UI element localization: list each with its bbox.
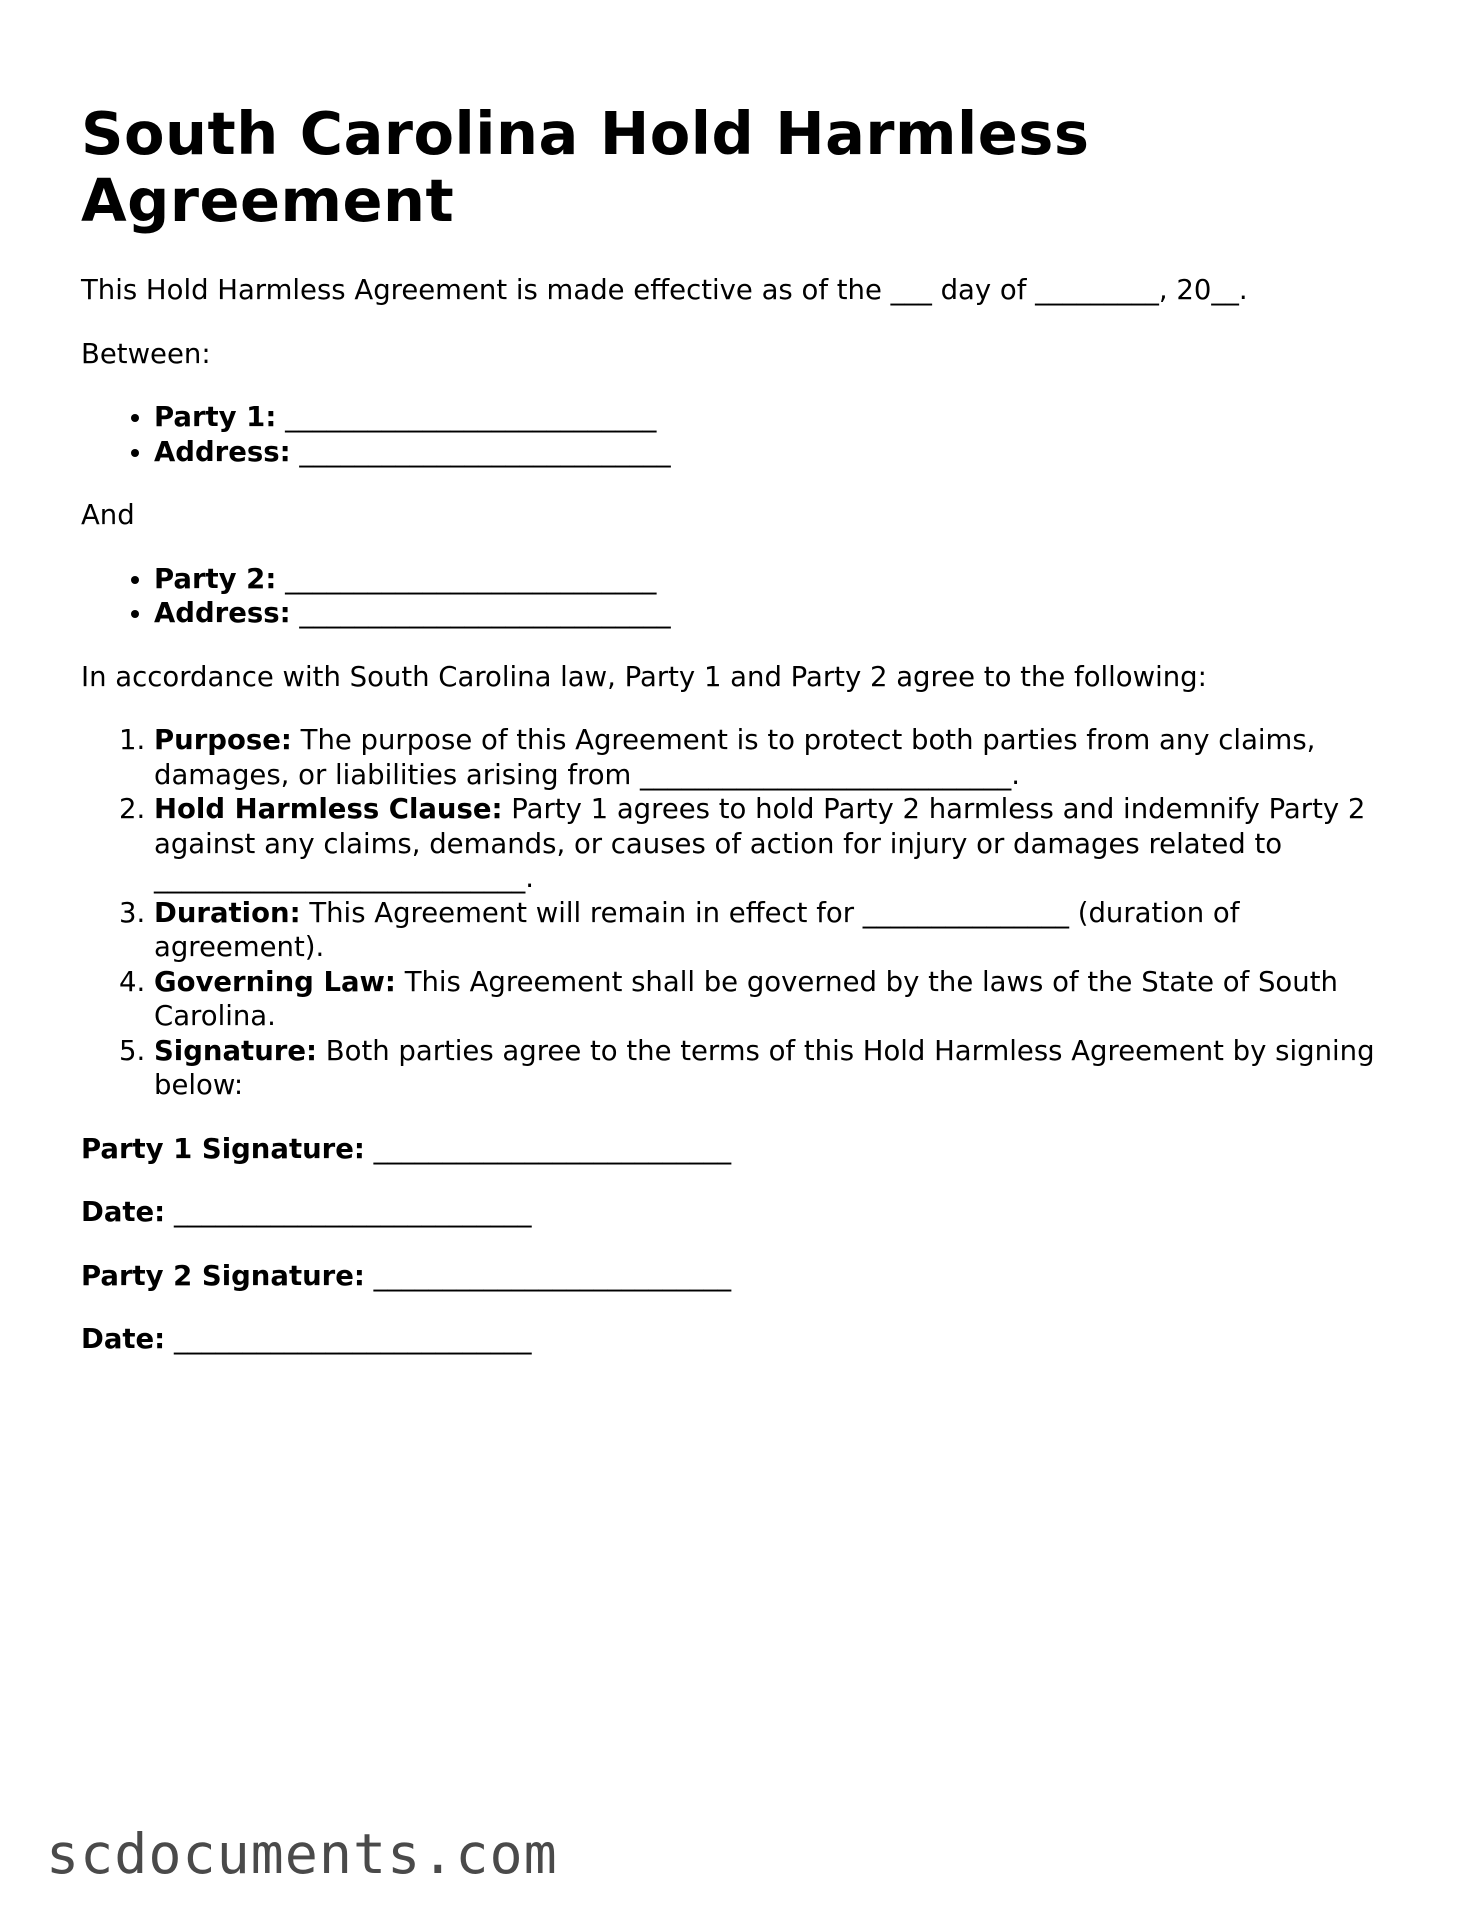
accordance-paragraph: In accordance with South Carolina law, Party 1 and Party 2 agree to the following: xyxy=(81,660,1207,693)
date1-label: Date: xyxy=(81,1196,166,1228)
term-text: This Agreement shall be governed by the laws of the State of South Carolina. xyxy=(154,965,1338,1032)
party1-signature-line xyxy=(81,1132,1411,1167)
party2-name-label: Party 2: xyxy=(154,562,277,595)
party2-signature-blank: __________________________ xyxy=(373,1259,732,1292)
party2-address-label: Address: xyxy=(154,597,291,629)
term-label: Purpose: xyxy=(154,724,292,756)
party1-address-item xyxy=(154,435,1411,470)
term-label: Duration: xyxy=(154,896,301,929)
party1-signature-label: Party 1 Signature: xyxy=(81,1132,365,1165)
term-hold-harmless xyxy=(154,792,1411,896)
date2-blank: __________________________ xyxy=(173,1323,532,1355)
term-label: Signature: xyxy=(154,1034,317,1067)
party1-address-label: Address: xyxy=(154,435,291,468)
party1-address-blank: ___________________________ xyxy=(299,435,671,468)
date2-line xyxy=(81,1322,1411,1357)
party1-name-item xyxy=(154,400,1411,435)
intro-paragraph: This Hold Harmless Agreement is made effective as of the ___ day of _________, 20__. xyxy=(81,274,1248,306)
date2-label: Date: xyxy=(81,1323,166,1355)
term-duration xyxy=(154,896,1411,965)
date1-blank: __________________________ xyxy=(173,1196,532,1228)
between-label: Between: xyxy=(81,337,211,370)
term-text: The purpose of this Agreement is to protect both parties from any claims, damages, or liabilities arising from ___________________________. xyxy=(154,724,1316,791)
party2-address-item xyxy=(154,596,1411,631)
party2-signature-label: Party 2 Signature: xyxy=(81,1259,365,1292)
term-label: Hold Harmless Clause: xyxy=(154,793,503,825)
party2-name-item xyxy=(154,562,1411,597)
document-title: South Carolina Hold Harmless Agreement xyxy=(81,99,1090,235)
terms-list xyxy=(81,723,1411,1103)
term-label: Governing Law: xyxy=(154,965,396,998)
date1-line xyxy=(81,1195,1411,1230)
party2-name-blank: ___________________________ xyxy=(285,562,657,595)
term-purpose xyxy=(154,723,1411,792)
party2-list xyxy=(81,562,1411,631)
term-text: Party 1 agrees to hold Party 2 harmless and indemnify Party 2 against any claims, demands, or causes of action for injury or damages related to ___________________________. xyxy=(154,793,1366,894)
term-text: This Agreement will remain in effect for _______________ (duration of agreement). xyxy=(154,896,1240,963)
term-signature xyxy=(154,1034,1411,1103)
and-label: And xyxy=(81,499,135,531)
party1-list xyxy=(81,400,1411,469)
term-governing-law xyxy=(154,965,1411,1034)
party1-name-label: Party 1: xyxy=(154,401,277,433)
document-page xyxy=(81,100,1411,1357)
party1-signature-blank: __________________________ xyxy=(373,1132,732,1165)
term-text: Both parties agree to the terms of this Hold Harmless Agreement by signing below: xyxy=(154,1034,1375,1101)
site-watermark: scdocuments.com xyxy=(46,1822,558,1886)
party2-address-blank: ___________________________ xyxy=(299,597,671,629)
party1-name-blank: ___________________________ xyxy=(285,401,657,433)
party2-signature-line xyxy=(81,1259,1411,1294)
